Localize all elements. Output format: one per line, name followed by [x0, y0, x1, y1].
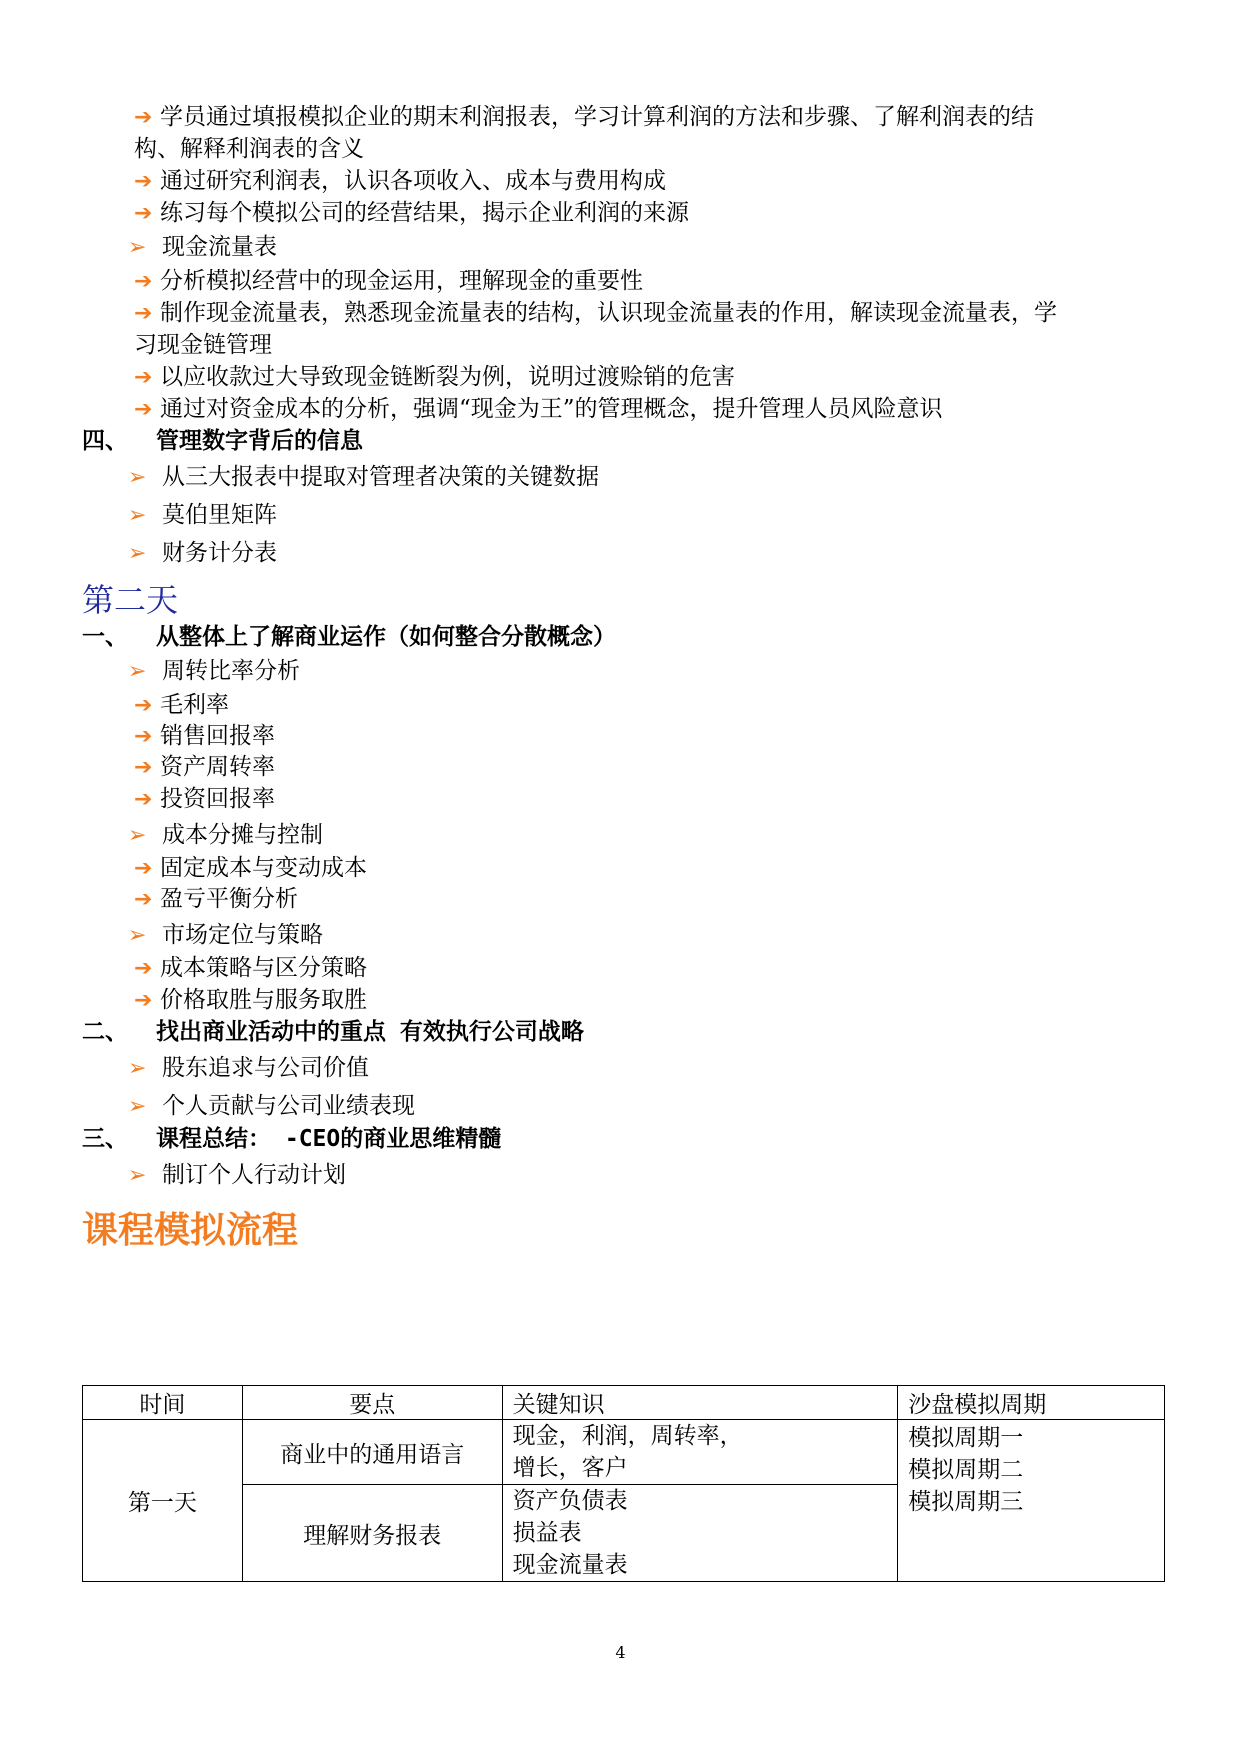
bullet-line: ➔ 通过研究利润表，认识各项收入、成本与费用构成 — [134, 166, 666, 197]
cycle-cell: 模拟周期一 模拟周期二 模拟周期三 — [898, 1420, 1165, 1582]
column-header: 时间 — [83, 1386, 243, 1420]
chevron-bullet: ➢ 莫伯里矩阵 — [128, 500, 277, 531]
arrow-icon: ➔ — [134, 988, 153, 1013]
section-heading: 二、 找出商业活动中的重点 有效执行公司战略 — [82, 1019, 584, 1045]
bullet-line: ➔ 固定成本与变动成本 — [134, 853, 367, 884]
bullet-continuation: 习现金链管理 — [134, 332, 272, 358]
arrow-icon: ➔ — [134, 105, 153, 130]
flow-title: 课程模拟流程 — [82, 1210, 299, 1251]
chevron-bullet: ➢ 现金流量表 — [128, 232, 277, 263]
bullet-line: ➔ 毛利率 — [134, 690, 229, 721]
arrow-icon: ➔ — [134, 787, 153, 812]
arrow-icon: ➔ — [134, 301, 153, 326]
arrow-icon: ➔ — [134, 201, 153, 226]
point-cell: 商业中的通用语言 — [242, 1420, 502, 1485]
chevron-bullet: ➢ 周转比率分析 — [128, 656, 300, 687]
arrow-icon: ➔ — [134, 755, 153, 780]
schedule-table — [82, 1385, 1165, 1582]
bullet-line: ➔ 以应收款过大导致现金链断裂为例，说明过渡赊销的危害 — [134, 362, 735, 393]
bullet-line: ➔ 价格取胜与服务取胜 — [134, 985, 367, 1016]
chevron-right-icon: ➢ — [128, 235, 147, 260]
chevron-right-icon: ➢ — [128, 923, 147, 948]
arrow-icon: ➔ — [134, 269, 153, 294]
knowledge-cell: 现金，利润，周转率， 增长，客户 — [502, 1420, 898, 1485]
chevron-bullet: ➢ 市场定位与策略 — [128, 920, 323, 951]
chevron-right-icon: ➢ — [128, 659, 147, 684]
column-header: 关键知识 — [502, 1386, 898, 1420]
column-header: 沙盘模拟周期 — [898, 1386, 1165, 1420]
chevron-bullet: ➢ 个人贡献与公司业绩表现 — [128, 1091, 415, 1122]
chevron-bullet: ➢ 制订个人行动计划 — [128, 1160, 346, 1191]
arrow-icon: ➔ — [134, 856, 153, 881]
bullet-line: ➔ 销售回报率 — [134, 721, 275, 752]
bullet-line: ➔ 分析模拟经营中的现金运用，理解现金的重要性 — [134, 266, 643, 297]
chevron-right-icon: ➢ — [128, 503, 147, 528]
arrow-icon: ➔ — [134, 887, 153, 912]
bullet-line: ➔ 通过对资金成本的分析，强调“现金为王”的管理概念，提升管理人员风险意识 — [134, 394, 943, 425]
bullet-line: ➔ 盈亏平衡分析 — [134, 884, 298, 915]
chevron-bullet: ➢ 财务计分表 — [128, 538, 277, 569]
column-header: 要点 — [242, 1386, 502, 1420]
bullet-line: ➔ 练习每个模拟公司的经营结果，揭示企业利润的来源 — [134, 198, 689, 229]
arrow-icon: ➔ — [134, 365, 153, 390]
chevron-bullet: ➢ 成本分摊与控制 — [128, 820, 323, 851]
chevron-bullet: ➢ 从三大报表中提取对管理者决策的关键数据 — [128, 462, 599, 493]
chevron-right-icon: ➢ — [128, 1163, 147, 1188]
section-heading: 一、 从整体上了解商业运作（如何整合分散概念） — [82, 624, 616, 650]
table-header-row — [83, 1386, 1165, 1420]
chevron-right-icon: ➢ — [128, 541, 147, 566]
section-heading: 四、 管理数字背后的信息 — [82, 428, 363, 454]
chevron-right-icon: ➢ — [128, 1056, 147, 1081]
table-row — [83, 1420, 1165, 1485]
page-number: 4 — [615, 1643, 626, 1662]
point-cell: 理解财务报表 — [242, 1485, 502, 1582]
chevron-right-icon: ➢ — [128, 1094, 147, 1119]
arrow-icon: ➔ — [134, 693, 153, 718]
section-heading: 三、 课程总结： -CEO的商业思维精髓 — [82, 1126, 502, 1152]
arrow-icon: ➔ — [134, 169, 153, 194]
bullet-line: ➔ 制作现金流量表，熟悉现金流量表的结构，认识现金流量表的作用，解读现金流量表，学 — [134, 298, 1057, 329]
day-heading: 第二天 — [82, 581, 179, 619]
bullet-line: ➔ 投资回报率 — [134, 784, 275, 815]
chevron-right-icon: ➢ — [128, 823, 147, 848]
chevron-right-icon: ➢ — [128, 465, 147, 490]
arrow-icon: ➔ — [134, 724, 153, 749]
knowledge-cell: 资产负债表 损益表 现金流量表 — [502, 1485, 898, 1582]
day-cell: 第一天 — [83, 1420, 243, 1582]
bullet-line: ➔ 成本策略与区分策略 — [134, 953, 367, 984]
bullet-line: ➔ 资产周转率 — [134, 752, 275, 783]
arrow-icon: ➔ — [134, 956, 153, 981]
bullet-line: ➔ 学员通过填报模拟企业的期末利润报表，学习计算利润的方法和步骤、了解利润表的结 — [134, 102, 1034, 133]
bullet-continuation: 构、解释利润表的含义 — [134, 136, 364, 162]
arrow-icon: ➔ — [134, 397, 153, 422]
chevron-bullet: ➢ 股东追求与公司价值 — [128, 1053, 369, 1084]
